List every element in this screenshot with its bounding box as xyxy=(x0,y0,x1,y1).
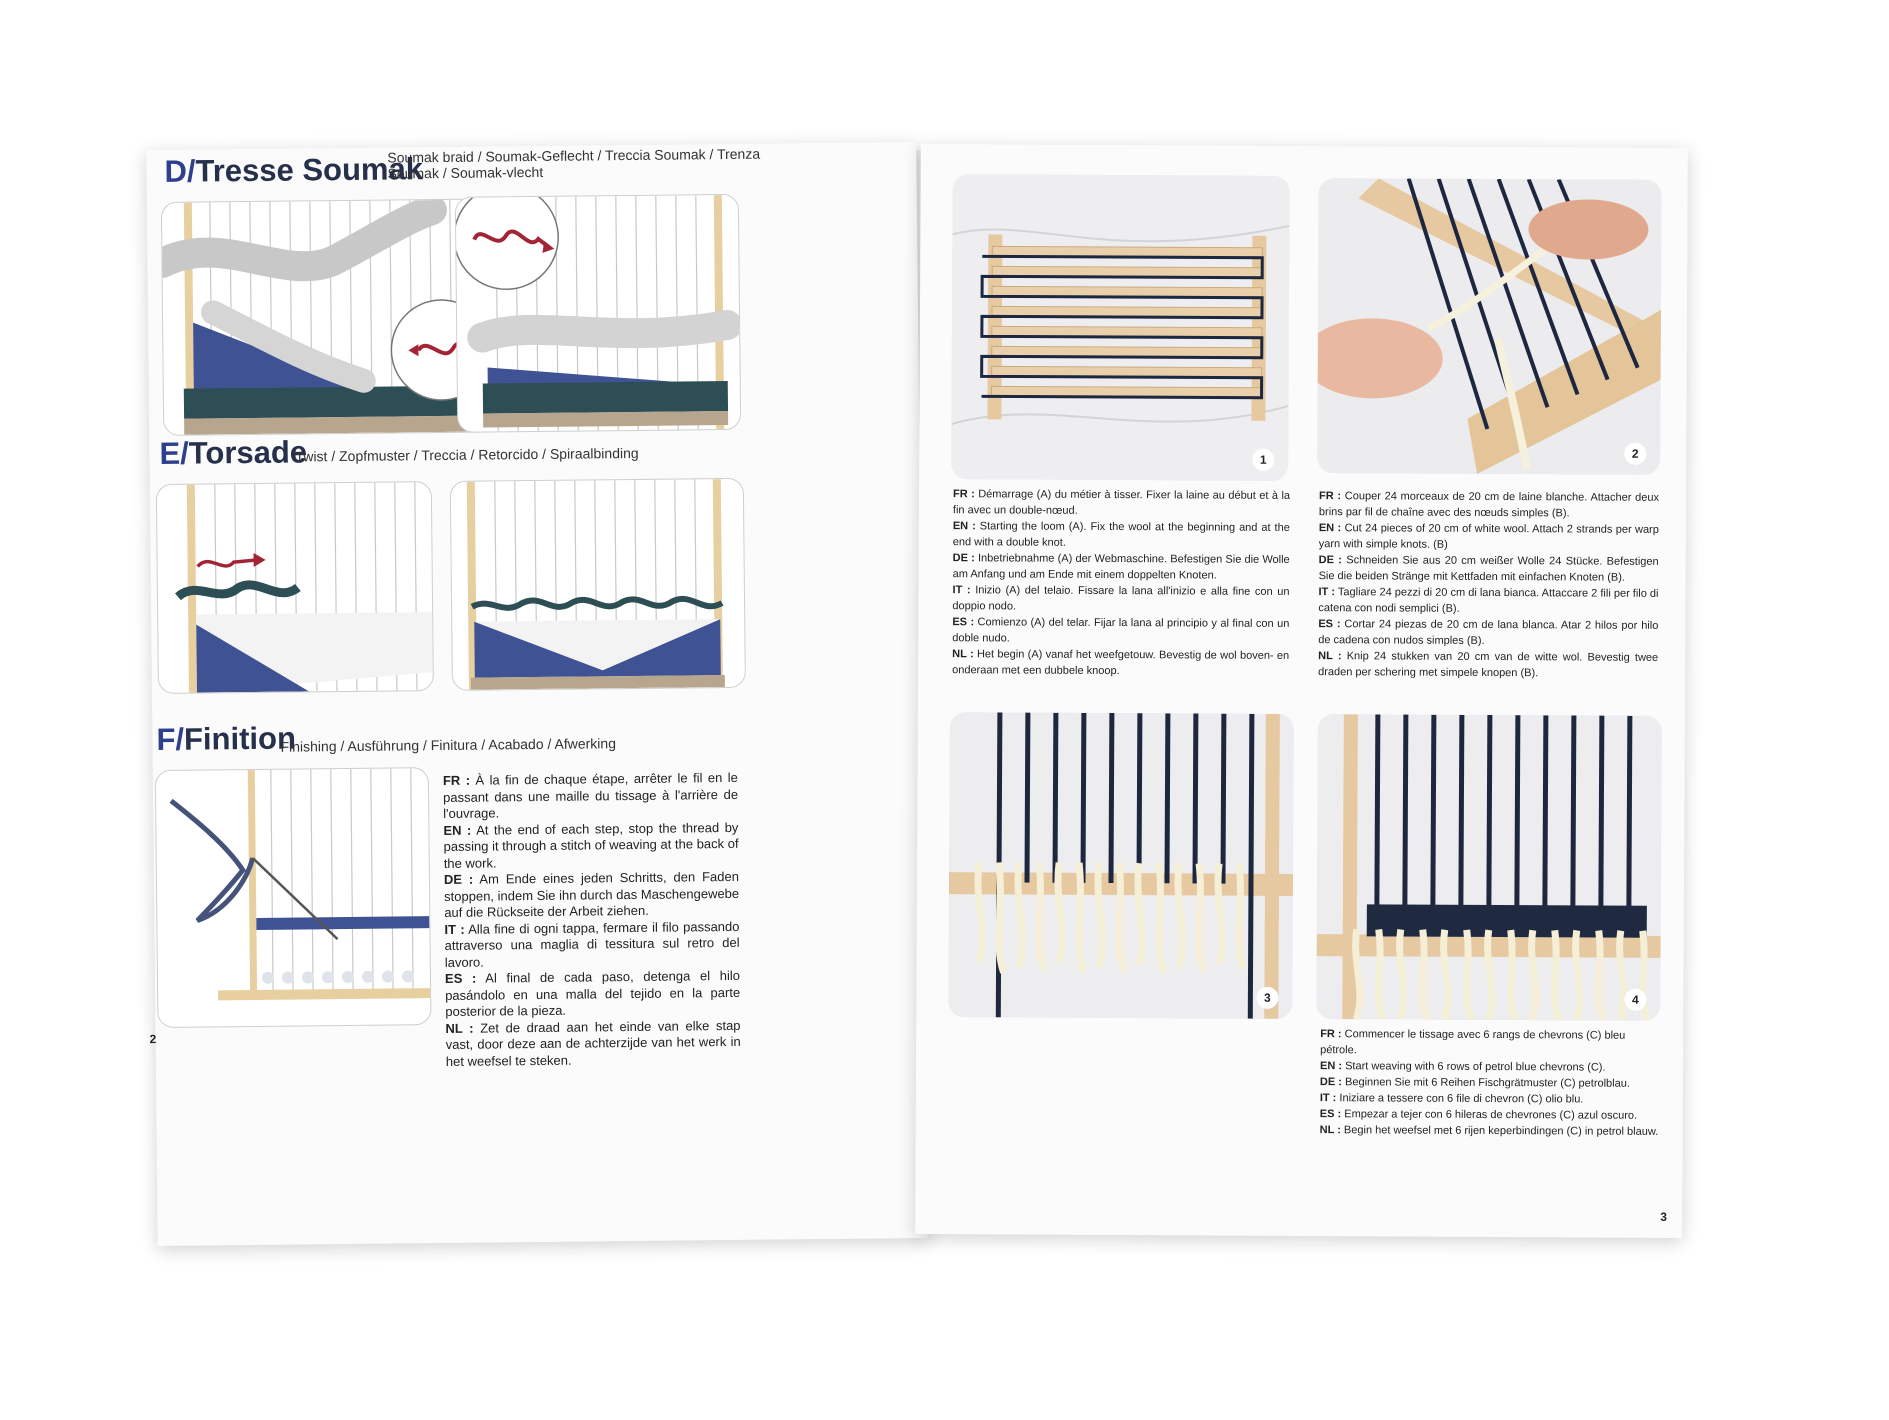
photo-4-chevron-rows xyxy=(1316,714,1662,1021)
soumak-illustration-2 xyxy=(455,194,741,433)
photo-number-3: 3 xyxy=(1256,987,1278,1009)
section-e-subtitle: Twist / Zopfmuster / Treccia / Retorcido / Spiraalbinding xyxy=(295,444,639,465)
instructions-step-4: FR : Commencer le tissage avec 6 rangs de chevrons (C) bleu pétrole. EN : Start weaving with 6 rows of petrol blue chevrons (C). DE : Beginnen Sie mit 6 Reihen Fischgrätmuster (C) petrolblau. IT : Iniziare a tessere con 6 file di chevron (C) olio blu. ES : Empezar a tejer con 6 hileras de chevrones (C) azul oscuro. NL : Begin het weefsel met 6 rijen keperbindingen (C) in petrol blauw. xyxy=(1319,1028,1659,1138)
soumak-illustration-1 xyxy=(161,198,505,436)
left-page xyxy=(146,142,927,1246)
photo-number-2: 2 xyxy=(1624,443,1646,465)
finishing-illustration xyxy=(155,767,432,1028)
section-d-title: D/Tresse Soumak xyxy=(164,151,424,189)
page-number-left: 2 xyxy=(149,1032,157,1047)
right-page xyxy=(915,144,1688,1238)
photo-2-attaching-strands xyxy=(1317,178,1662,475)
photo-1-loom-start xyxy=(951,174,1290,481)
page-number-right: 3 xyxy=(1660,1209,1667,1224)
twist-illustration-2 xyxy=(450,478,746,691)
photo-3-white-fringe xyxy=(948,712,1294,1019)
finishing-instructions: FR : À la fin de chaque étape, arrêter le fil en le passant dans une maille du tissage à l'arrière de l'ouvrage. EN : At the end of each step, stop the thread by passing it through a stitch of weaving at the back of the work. DE : Am Ende eines jeden Schritts, den Faden stoppen, indem Sie ihn durch das Maschengewebe auf die Rückseite der Arbeit ziehen. IT : Alla fine di ogni tappa, fermare il filo passando attraverso una maglia di tessitura sul retro del lavoro. ES : Al final de cada paso, detenga el hilo pasándolo en una malla del tejido en la parte posterior de la pieza. NL : Zet de draad aan het einde van elke stap vast, door deze aan de achterzijde van het werk in het weefsel te steken. xyxy=(442,769,741,1069)
instructions-step-1: FR : Démarrage (A) du métier à tisser. Fixer la laine au début et à la fin avec un double-nœud. EN : Starting the loom (A). Fix the wool at the beginning and at the end with a double knot. DE : Inbetriebnahme (A) der Webmaschine. Befestigen Sie die Wolle am Anfang und am Ende mit einem doppelten Knoten. IT : Inizio (A) del telaio. Fissare la lana all'inizio e alla fine con un doppio nodo. ES : Comienzo (A) del telar. Fijar la lana al principio y al final con un doble nudo. NL : Het begin (A) vanaf het weefgetouw. Bevestig de wol boven- en onderaan met een dubbele knoop. xyxy=(952,488,1291,678)
section-f-subtitle: Finishing / Ausführung / Finitura / Acabado / Afwerking xyxy=(280,735,617,755)
section-f-title: F/Finition xyxy=(156,720,297,757)
photo-number-1: 1 xyxy=(1252,449,1274,471)
section-d-subtitle: Soumak braid / Soumak-Geflecht / Treccia Soumak / Trenza Soumak / Soumak-vlecht xyxy=(387,145,761,182)
section-e-title: E/Torsade xyxy=(159,434,308,471)
instructions-step-2: FR : Couper 24 morceaux de 20 cm de laine blanche. Attacher deux brins par fil de chaîne avec des nœuds simples (B). EN : Cut 24 pieces of 20 cm of white wool. Attach 2 strands per warp yarn with simple knots. (B) DE : Schneiden Sie aus 20 cm weißer Wolle 24 Stücke. Befestigen Sie die beiden Stränge mit Kettfaden mit einfachen Knoten (B). IT : Tagliare 24 pezzi di 20 cm di lana bianca. Attaccare 2 fili per filo di catena con nodi semplici (B). ES : Cortar 24 piezas de 20 cm de lana blanca. Atar 2 hilos por hilo de cadena con nudos simples (B). NL : Knip 24 stukken van 20 cm van de witte wol. Bevestig twee draden per schering met simpele knopen (B). xyxy=(1318,490,1660,680)
twist-illustration-1 xyxy=(156,481,434,694)
photo-number-4: 4 xyxy=(1624,989,1646,1011)
